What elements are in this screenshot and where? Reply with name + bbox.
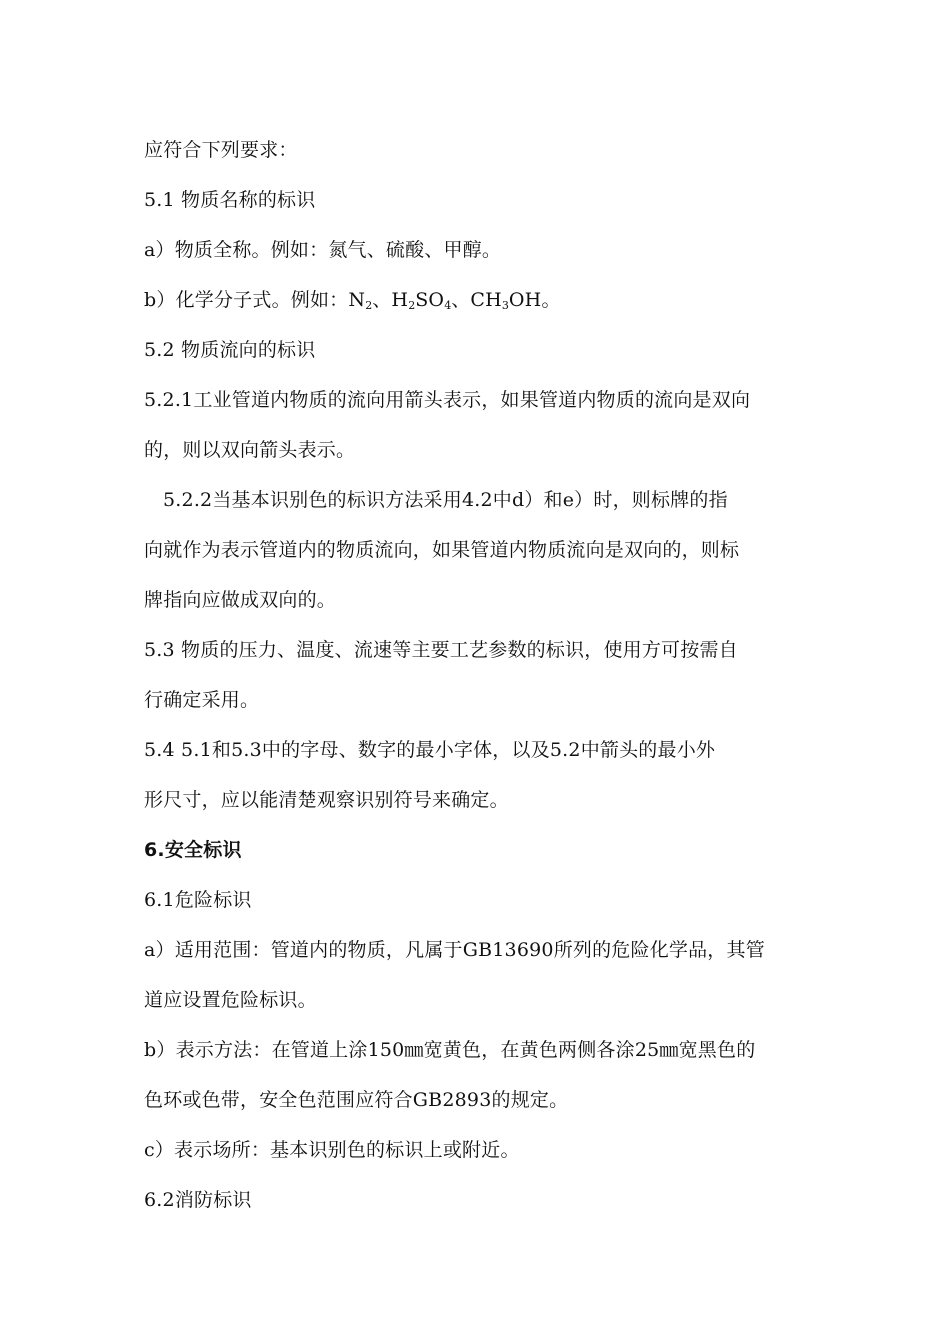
section-heading-5-1: 5.1 物质名称的标识 [144, 189, 316, 211]
formula-oh: OH [508, 289, 542, 311]
text-line: 5.4 5.1和5.3中的字母、数字的最小字体，以及5.2中箭头的最小外 [144, 739, 716, 761]
text-line: 行确定采用。 [144, 689, 260, 711]
text-line: b）表示方法：在管道上涂150㎜宽黄色，在黄色两侧各涂25㎜宽黑色的 [144, 1039, 756, 1061]
section-heading-5-2: 5.2 物质流向的标识 [144, 339, 316, 361]
text-line: c）表示场所：基本识别色的标识上或附近。 [144, 1139, 520, 1161]
section-heading-6-1: 6.1危险标识 [144, 889, 252, 911]
text-line: 向就作为表示管道内的物质流向，如果管道内物质流向是双向的，则标 [144, 539, 740, 561]
text-line: 的，则以双向箭头表示。 [144, 439, 356, 461]
text-line: 牌指向应做成双向的。 [144, 589, 337, 611]
subscript: 2 [408, 299, 416, 312]
formula-so: SO [415, 289, 445, 311]
text-line: a）适用范围：管道内的物质，凡属于GB13690所列的危险化学品，其管 [144, 939, 765, 961]
separator: 、 [451, 289, 471, 311]
subscript: 2 [365, 299, 373, 312]
formula-end: 。 [541, 289, 561, 311]
text-line: 5.2.1工业管道内物质的流向用箭头表示，如果管道内物质的流向是双向 [144, 389, 751, 411]
section-heading-6-2: 6.2消防标识 [144, 1189, 252, 1211]
formula-n2: N [348, 289, 366, 311]
text-line: a）物质全称。例如：氮气、硫酸、甲醇。 [144, 239, 502, 261]
subscript: 4 [444, 299, 452, 312]
formula-line [144, 288, 561, 318]
text-line: 形尺寸，应以能清楚观察识别符号来确定。 [144, 789, 509, 811]
text-line: 色环或色带，安全色范围应符合GB2893的规定。 [144, 1089, 569, 1111]
section-heading-6: 6.安全标识 [144, 839, 242, 861]
text-line: 道应设置危险标识。 [144, 989, 317, 1011]
separator: 、 [372, 289, 392, 311]
subscript: 3 [501, 299, 509, 312]
text-line: 5.3 物质的压力、温度、流速等主要工艺参数的标识，使用方可按需自 [144, 639, 738, 661]
text-line: 应符合下列要求： [144, 139, 298, 161]
formula-ch3oh: CH [470, 289, 502, 311]
formula-prefix: b）化学分子式。例如： [144, 289, 349, 311]
formula-h2so4: H [391, 289, 409, 311]
text-line: 5.2.2当基本识别色的标识方法采用4.2中d）和e）时，则标牌的指 [163, 489, 728, 511]
